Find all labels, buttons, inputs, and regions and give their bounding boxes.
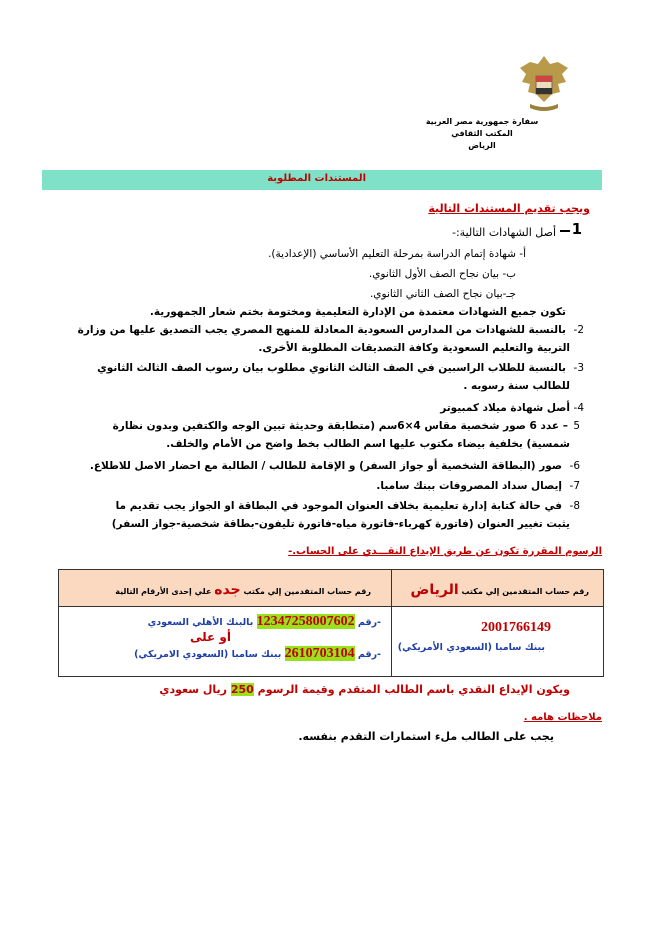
or-label: أو على bbox=[190, 630, 231, 644]
jeddah-acc1-bank: بالبنك الأهلي السعودي bbox=[147, 617, 257, 628]
jeddah-header bbox=[115, 582, 371, 598]
deposit-note-suffix: ريال سعودي bbox=[159, 683, 231, 696]
item3-line1: بالنسبة للطلاب الراسبين في الصف الثالث الثانوي مطلوب بيان رسوب الصف الثالث الثانوي bbox=[97, 362, 566, 374]
page-title: المستندات المطلوبة bbox=[267, 173, 366, 184]
jeddah-account2: 2610703104 bbox=[284, 646, 355, 661]
item7-line1: إيصال سداد المصروفات ببنك سامبا. bbox=[376, 480, 562, 492]
intro-heading: ويجب تقديم المستندات التالية bbox=[428, 202, 590, 215]
fees-title: الرسوم المقررة تكون عن طريق الإيداع النقـــدي على الحساب.- bbox=[288, 546, 602, 557]
jeddah-account1-line bbox=[148, 614, 381, 630]
item7-number: 7- bbox=[569, 480, 580, 492]
jeddah-city: جده bbox=[214, 582, 241, 598]
riyadh-header-prefix: رقم حساب المتقدمين إلي مكتب bbox=[458, 587, 589, 596]
item1-dash bbox=[560, 230, 570, 232]
jeddah-account1: 12347258007602 bbox=[256, 614, 355, 629]
item6-number: 6- bbox=[569, 460, 580, 472]
item4-number: 4- bbox=[573, 402, 584, 414]
item2-number: 2- bbox=[573, 324, 584, 336]
riyadh-header bbox=[411, 582, 589, 598]
subitem-b: ب- بيان نجاح الصف الأول الثانوي. bbox=[368, 268, 516, 280]
eagle-emblem-icon bbox=[516, 52, 572, 114]
item1-note: تكون جميع الشهادات معتمدة من الإدارة التعليمية ومختومة بختم شعار الجمهورية. bbox=[149, 306, 566, 318]
notes-title: ملاحظات هامه . bbox=[523, 712, 602, 723]
header-embassy: سفارة جمهورية مصر العربية bbox=[425, 117, 539, 126]
item5-line1: – عدد 6 صور شخصية مقاس 4×6سم (متطابقة وحديثة تبين الوجه والكتفين وبدون نظارة bbox=[112, 420, 568, 432]
item2-line2: التربية والتعليم السعودية وكافة التصديقات المطلوبة الأخرى. bbox=[258, 342, 570, 354]
deposit-note-prefix: ويكون الإيداع النقدي باسم الطالب المتقدم وقيمة الرسوم bbox=[253, 683, 570, 696]
item4-line1: أصل شهادة ميلاد كمبيوتر bbox=[440, 402, 570, 414]
item8-line1: في حالة كتابة إدارة تعليمية بخلاف العنوان الموجود في البطاقة او الجواز يجب تقديم ما bbox=[115, 500, 562, 512]
riyadh-bank: ببنك سامبا (السعودي الأمريكي) bbox=[397, 642, 545, 653]
fees-table bbox=[58, 569, 604, 677]
item3-line2: للطالب سنة رسوبه . bbox=[463, 380, 570, 392]
item8-line2: يثبت تغيير العنوان (فاتورة كهرباء-فاتورة مياه-فاتورة تليفون-بطاقة شخصية-جواز السفر) bbox=[111, 518, 570, 530]
riyadh-account: 2001766149 bbox=[481, 620, 551, 635]
item2-line1: بالنسبة للشهادات من المدارس السعودية المعادلة للمنهج المصري يجب التصديق عليها من وزارة bbox=[77, 324, 566, 336]
notes-text: يجب على الطالب ملء استمارات التقدم بنفسه. bbox=[298, 730, 554, 743]
item5-line2: شمسية) بخلفية بيضاء مكتوب عليها اسم الطالب بخط واضح من الأمام والخلف. bbox=[166, 438, 570, 450]
jeddah-header-suffix: علي إحدى الأرقام التالية bbox=[115, 587, 215, 596]
jeddah-header-prefix: رقم حساب المتقدمين إلي مكتب bbox=[240, 587, 371, 596]
header-city: الرياض bbox=[468, 141, 496, 150]
item1-label: أصل الشهادات التالية:- bbox=[452, 226, 556, 239]
deposit-note bbox=[159, 683, 570, 696]
item8-number: 8- bbox=[569, 500, 580, 512]
subitem-a: أ- شهادة إتمام الدراسة بمرحلة التعليم الأساسي (الإعدادية). bbox=[268, 248, 526, 260]
jeddah-acc2-bank: ببنك سامبا (السعودي الامريكي) bbox=[134, 649, 285, 660]
table-divider bbox=[391, 570, 392, 676]
jeddah-acc1-prefix: -رقم bbox=[354, 617, 381, 628]
jeddah-account2-line bbox=[134, 646, 381, 662]
fee-amount: 250 bbox=[230, 683, 254, 696]
jeddah-acc2-prefix: -رقم bbox=[354, 649, 381, 660]
title-banner bbox=[42, 170, 602, 190]
riyadh-city: الرياض bbox=[410, 582, 459, 598]
item5-number: 5 bbox=[573, 420, 580, 432]
item6-line1: صور (البطاقة الشخصية أو جواز السفر) و الإقامة للطالب / الطالبة مع احضار الاصل للاطلاع. bbox=[89, 460, 562, 472]
item3-number: 3- bbox=[573, 362, 584, 374]
subitem-c: جـ-بيان نجاح الصف الثاني الثانوي. bbox=[369, 288, 516, 300]
item1-number: 1 bbox=[571, 220, 582, 238]
header-office: المكتب الثقافي bbox=[451, 129, 513, 138]
